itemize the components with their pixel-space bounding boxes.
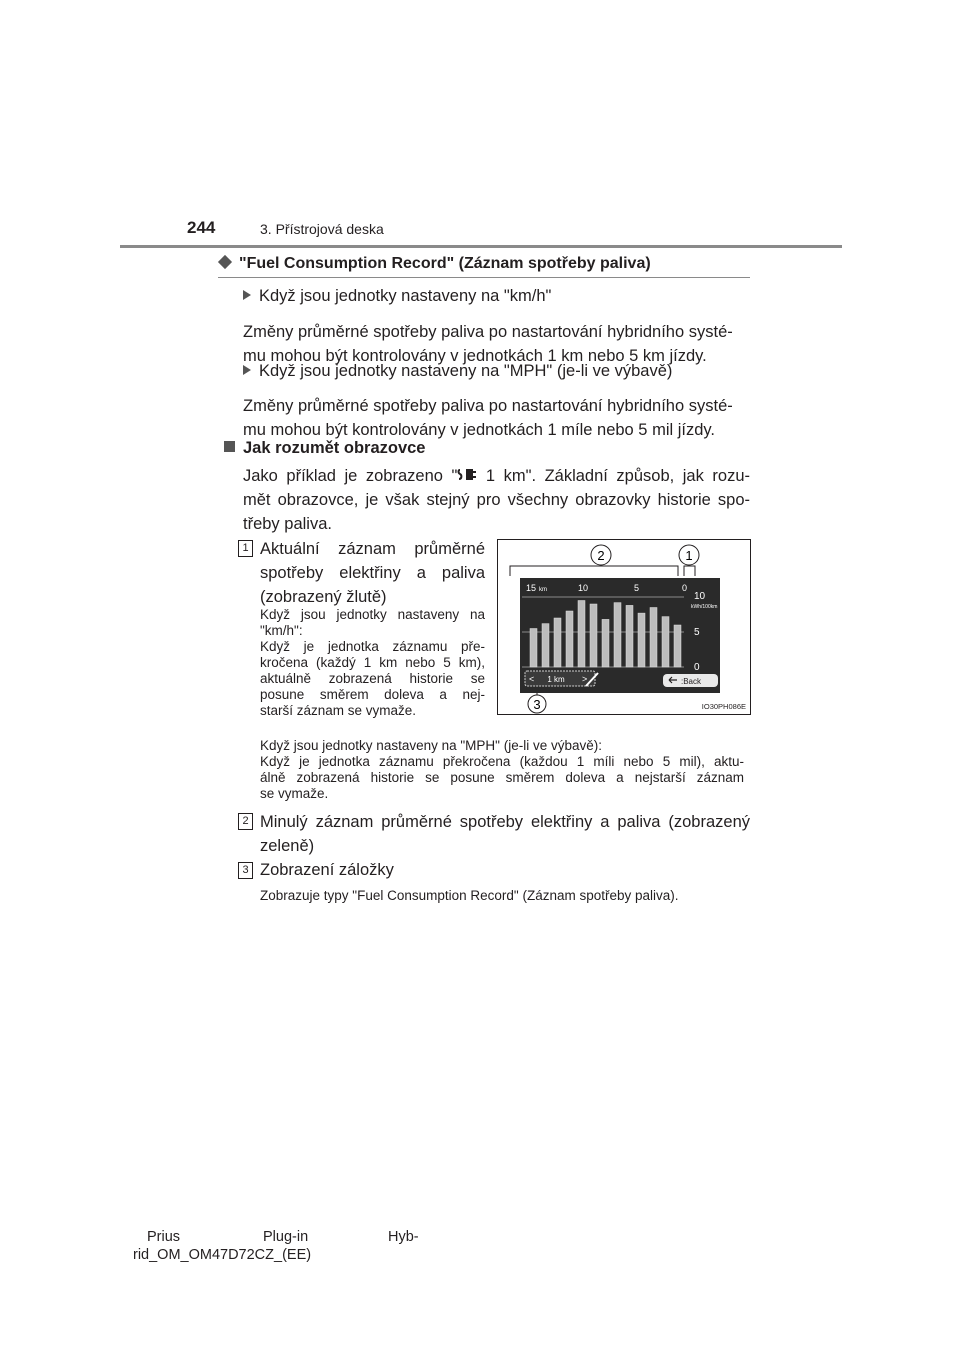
section-title-text: "Fuel Consumption Record" (Záznam spotřeby paliva): [239, 255, 651, 272]
history-bar: [602, 619, 609, 667]
screen-line-2: mět obrazovce, je však stejný pro všechny obrazovky historie spo-: [243, 491, 750, 509]
mph-heading-text: Když jsou jednotky nastaveny na "MPH" (je-li ve výbavě): [259, 362, 673, 380]
kmh-line-2: mu mohou být kontrolovány v jednotkách 1 km nebo 5 km jízdy.: [243, 347, 707, 365]
item-1-line-3: (zobrazený žlutě): [260, 588, 387, 606]
note-line: Když jsou jednotky nastaveny na "MPH" (je-li ve výbavě):: [260, 738, 602, 753]
note-line: Když jsou jednotky nastaveny na: [260, 607, 485, 622]
item-3-note: Zobrazuje typy "Fuel Consumption Record" (Záznam spotřeby paliva).: [260, 888, 679, 903]
section-rule: [218, 277, 750, 278]
kmh-paragraph: [243, 320, 750, 368]
note-line: "km/h":: [260, 623, 303, 638]
callout-number-2: 2: [238, 813, 253, 830]
screen-line-1: [243, 464, 750, 488]
bracket-current-record: [684, 566, 695, 576]
note-line: Když je jednotka záznamu překročena (každou 1 míli nebo 5 mil), aktu-: [260, 754, 744, 769]
history-bar: [530, 629, 537, 668]
mph-heading: [243, 362, 672, 381]
y-unit-label: kWh/100km: [691, 604, 718, 610]
footer-model-3: Hyb-: [388, 1229, 419, 1245]
kmh-heading-text: Když jsou jednotky nastaveny na "km/h": [259, 287, 552, 305]
square-bullet-icon: [224, 441, 235, 452]
note-line: posune směrem doleva a nej-: [260, 687, 485, 702]
history-bar: [650, 608, 657, 668]
note-line: álně zobrazená historie se posune směrem doleva a nejstarší záznam: [260, 770, 744, 785]
history-bar: [590, 604, 597, 667]
callout-number-1: 1: [238, 540, 253, 557]
note-line: starší záznam se vymaže.: [260, 703, 417, 718]
top-tick-0: 0: [682, 583, 688, 593]
kmh-line-1: Změny průměrné spotřeby paliva po nastartování hybridního systé-: [243, 323, 733, 341]
item-2-line-1: Minulý záznam průměrné spotřeby elektřiny a paliva (zobrazený: [260, 813, 750, 831]
screen-line-1-post: 1 km". Základní způsob, jak rozu-: [477, 467, 750, 485]
figure-panel: [497, 539, 751, 715]
screen-heading: [224, 439, 425, 458]
chevron-left-icon[interactable]: <: [529, 674, 535, 684]
item-1-note-mph: [260, 738, 744, 802]
footer-model-2: Plug-in: [263, 1229, 309, 1245]
history-bar: [566, 611, 573, 667]
item-2-text: [260, 810, 750, 858]
history-bar: [542, 624, 549, 667]
fuel-record-screen-illustration: [498, 540, 750, 714]
note-line: se vymaže.: [260, 786, 329, 801]
plug-fuel-icon: [457, 467, 477, 483]
item-3-text: Zobrazení záložky: [260, 861, 394, 879]
footer-model-1: Prius: [147, 1229, 181, 1245]
callout-number-3: 3: [238, 862, 253, 879]
mph-line-1: Změny průměrné spotřeby paliva po nastartování hybridního systé-: [243, 397, 733, 415]
screen-line-3: třeby paliva.: [243, 515, 332, 533]
chevron-right-icon[interactable]: >: [582, 674, 588, 684]
header-rule: [120, 245, 842, 248]
y-tick-5: 5: [694, 627, 700, 638]
top-tick-15: 15: [526, 583, 537, 593]
kmh-heading: [243, 287, 551, 306]
top-tick-km: km: [539, 587, 547, 593]
mph-line-2: mu mohou být kontrolovány v jednotkách 1 míle nebo 5 mil jízdy.: [243, 421, 716, 439]
callout-2-label: 2: [597, 548, 605, 563]
top-tick-10: 10: [578, 583, 589, 593]
item-1-text: [260, 537, 485, 609]
screen-paragraph: [243, 464, 750, 536]
section-title: [218, 255, 651, 273]
history-bar: [674, 625, 681, 667]
footer-doc-code: rid_OM_OM47D72CZ_(EE): [133, 1247, 312, 1263]
item-1-line-1: Aktuální záznam průměrné: [260, 540, 485, 558]
screen-line-1-pre: Jako příklad je zobrazeno ": [243, 467, 458, 485]
bracket-past-records: [510, 566, 678, 576]
note-line: kročena (každý 1 km nebo 5 km),: [260, 655, 485, 670]
page-number: 244: [187, 218, 216, 237]
figure-code: IO30PH086E: [701, 702, 746, 711]
y-tick-10: 10: [694, 591, 706, 602]
screen-heading-text: Jak rozumět obrazovce: [243, 439, 426, 457]
y-tick-0: 0: [694, 662, 700, 673]
mph-paragraph: [243, 394, 750, 442]
history-bar: [614, 603, 621, 667]
triangle-bullet-icon: [243, 290, 251, 300]
triangle-bullet-icon: [243, 365, 251, 375]
item-1-line-2: spotřeby elektřiny a paliva: [260, 564, 485, 582]
history-bar: [662, 617, 669, 667]
history-bar: [626, 605, 633, 667]
callout-3-label: 3: [533, 697, 541, 712]
item-2-line-2: zeleně): [260, 837, 315, 855]
diamond-icon: [218, 255, 232, 269]
chapter-title: 3. Přístrojová deska: [260, 221, 384, 237]
history-bar: [554, 618, 561, 667]
note-line: Když je jednotka záznamu pře-: [260, 639, 485, 654]
back-label: :Back: [681, 677, 702, 686]
history-bar: [578, 601, 585, 668]
note-line: aktuálně zobrazená historie se: [260, 671, 485, 686]
history-bar: [638, 613, 645, 667]
item-1-note-kmh: [260, 607, 485, 719]
tab-label: 1 km: [547, 675, 565, 684]
callout-1-label: 1: [685, 548, 693, 563]
top-tick-5: 5: [634, 583, 640, 593]
